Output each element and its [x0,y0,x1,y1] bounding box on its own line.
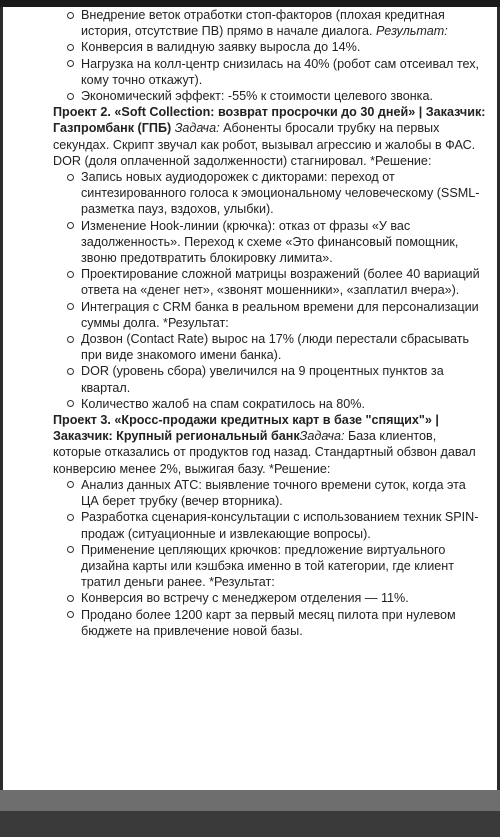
project-3-title: Проект 3. «Кросс-продажи кредитных карт в базе "спящих"» | Заказчик: Крупный региональный банк [53,413,439,444]
list-item: Экономический эффект: -55% к стоимости целевого звонка. [81,88,485,104]
list-item: Интеграция с CRM банка в реальном времени для персонализации суммы долга. *Результат: [81,299,485,331]
project-2-list [81,169,485,412]
top-bar [0,0,500,7]
result-label: Результат: [375,24,448,39]
list-item: Нагрузка на колл-центр снизилась на 40% (робот сам отсеивал тех, кому точно откажут). [81,56,485,88]
list-item: Конверсия во встречу с менеджером отделения — 11%. [81,590,485,606]
list-item: Количество жалоб на спам сократилось на 80%. [81,396,485,412]
list-item: Внедрение веток отработки стоп-факторов (плохая кредитная история, отсутствие ПВ) прямо в начале диалога. Результат: [81,7,485,39]
list-item: Продано более 1200 карт за первый месяц пилота при нулевом бюджете на привлечение новой базы. [81,607,485,639]
project-3-task-label: Задача: [299,429,345,444]
list-item: Разработка сценария-консультации с использованием техник SPIN-продаж (ситуационные и извлекающие вопросы). [81,509,485,541]
project-3-list [81,477,485,639]
list-item: Изменение Hook-линии (крючка): отказ от фразы «У вас задолженность». Переход к схеме «Это финансовый помощник, звоню предотвратить блокировку лимита». [81,218,485,267]
intro-list [81,7,485,104]
list-item: Дозвон (Contact Rate) вырос на 17% (люди перестали сбрасывать при виде знакомого имени банка). [81,331,485,363]
list-item: Запись новых аудиодорожек с дикторами: переход от синтезированного голоса к эмоциональному человеческому (SSML-разметка пауз, вздохов, улыбки). [81,169,485,218]
document-page[interactable] [3,7,497,790]
project-2-title: Проект 2. «Soft Collection: возврат просрочки до 30 дней» | Заказчик: Газпромбанк (ГПБ) [53,105,486,136]
list-item: DOR (уровень сбора) увеличился на 9 процентных пунктов за квартал. [81,363,485,395]
project-3-task-text: База клиентов, которые отказались от продуктов год назад. Стандартный обзвон давал конверсию менее 2%, выжигая базу. *Решение: [53,429,476,476]
bottom-shadow [0,811,500,837]
project-2-paragraph [53,104,487,169]
bottom-bar [0,790,500,811]
list-item: Анализ данных АТС: выявление точного времени суток, когда эта ЦА берет трубку (вечер вторника). [81,477,485,509]
project-2-task-text: Абоненты бросали трубку на первых секундах. Скрипт звучал как робот, вызывал агрессию и жалобы в ФАС. DOR (доля оплаченной задолженности) стагнировал. *Решение: [53,121,476,168]
project-2-task-label: Задача: [174,121,220,136]
project-3-paragraph [53,412,487,477]
list-item: Конверсия в валидную заявку выросла до 14%. [81,39,485,55]
list-item: Применение цепляющих крючков: предложение виртуального дизайна карты или кэшбэка именно в той категории, где клиент тратил деньги ранее. *Результат: [81,542,485,591]
list-item: Проектирование сложной матрицы возражений (более 40 вариаций ответа на «денег нет», «звонят мошенники», «заплатил вчера»). [81,266,485,298]
